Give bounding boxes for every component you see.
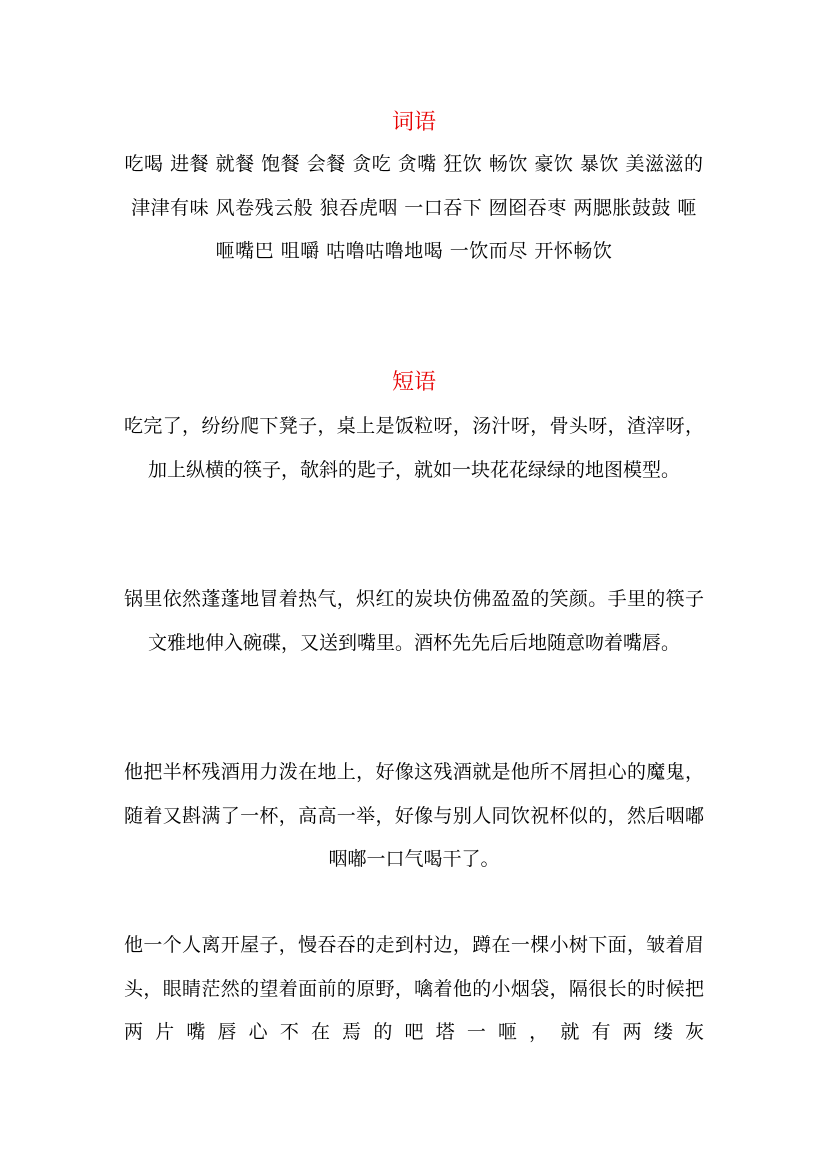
phrase-paragraph-2: 锅里依然蓬蓬地冒着热气，炽红的炭块仿佛盈盈的笑颜。手里的筷子文雅地伸入碗碟，又送到嘴里。酒杯先先后后地随意吻着嘴唇。: [124, 588, 704, 654]
phrase-paragraph-4: 他一个人离开屋子，慢吞吞的走到村边，蹲在一棵小树下面，皱着眉头，眼睛茫然的望着面前的原野，噙着他的小烟袋，隔很长的时候把两片嘴唇心不在焉的吧塔一咂，就有两缕灰: [124, 934, 704, 1043]
vocabulary-list: 吃喝 进餐 就餐 饱餐 会餐 贪吃 贪嘴 狂饮 畅饮 豪饮 暴饮 美滋滋的 津津有味 风卷残云般 狼吞虎咽 一口吞下 囫囵吞枣 两腮胀鼓鼓 咂咂嘴巴 咀嚼 咕噜咕噜地喝 一饮而尽 开怀畅饮: [124, 153, 704, 262]
phrase-paragraph-1: 吃完了，纷纷爬下凳子，桌上是饭粒呀，汤汁呀，骨头呀，渣滓呀，加上纵横的筷子，欹斜的匙子，就如一块花花绿绿的地图模型。: [124, 415, 704, 481]
phrase-paragraph-3: 他把半杯残酒用力泼在地上，好像这残酒就是他所不屑担心的魔鬼，随着又斟满了一杯，高高一举，好像与别人同饮祝杯似的，然后咽嘟咽嘟一口气喝干了。: [124, 761, 704, 870]
vocabulary-heading: 词语: [391, 110, 436, 135]
phrases-heading: 短语: [391, 370, 436, 395]
